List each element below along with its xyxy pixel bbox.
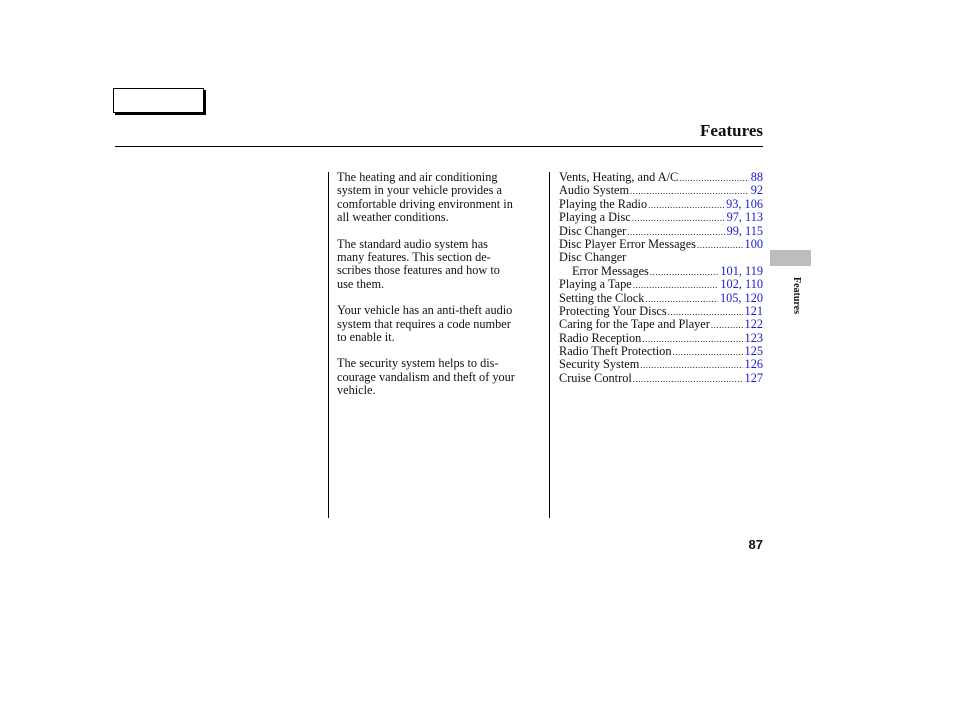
table-of-contents: [559, 171, 763, 385]
intro-text: [337, 171, 542, 411]
intro-line: The heating and air conditioning: [337, 170, 498, 184]
toc-entry[interactable]: [559, 198, 763, 211]
toc-entry[interactable]: [559, 305, 763, 318]
intro-line: courage vandalism and theft of your: [337, 369, 515, 384]
toc-entry[interactable]: [559, 171, 763, 184]
toc-page-link[interactable]: 102, 110: [720, 277, 763, 292]
toc-entry-label: Disc Changer: [559, 223, 627, 238]
toc-page-link[interactable]: 92: [750, 183, 763, 198]
page-title: Features: [700, 121, 763, 140]
toc-leader-dots: [640, 359, 742, 372]
toc-entry-label: Playing a Disc: [559, 210, 631, 225]
toc-leader-dots: [711, 319, 743, 332]
toc-page-link[interactable]: 101, 119: [720, 263, 763, 278]
intro-line: The security system helps to dis-: [337, 356, 499, 371]
toc-entry-label: Disc Player Error Messages: [559, 236, 696, 251]
intro-line: use them.: [337, 276, 385, 291]
toc-entry[interactable]: [559, 292, 763, 305]
toc-entry[interactable]: [559, 332, 763, 345]
intro-line: Your vehicle has an anti-theft audio: [337, 303, 513, 318]
middle-column-divider: [549, 172, 550, 518]
toc-entry[interactable]: [559, 265, 763, 278]
toc-page-link[interactable]: 97, 113: [726, 210, 763, 225]
page-number: 87: [748, 537, 763, 552]
toc-entry-label: Error Messages: [572, 263, 649, 278]
toc-leader-dots: [679, 172, 749, 185]
intro-line: to enable it.: [337, 330, 395, 345]
toc-leader-dots: [650, 266, 719, 279]
toc-page-link[interactable]: 88: [750, 170, 763, 184]
nav-box: [113, 88, 204, 113]
toc-page-link[interactable]: 126: [744, 357, 763, 372]
toc-entry[interactable]: [559, 358, 763, 371]
toc-page-link[interactable]: 93, 106: [726, 196, 763, 211]
toc-page-link[interactable]: 123: [744, 330, 763, 345]
toc-entry[interactable]: [559, 318, 763, 331]
intro-paragraph: [337, 238, 542, 292]
intro-line: many features. This section de-: [337, 250, 491, 265]
toc-entry-label: Setting the Clock: [559, 290, 645, 305]
left-column-divider: [328, 172, 329, 518]
toc-leader-dots: [632, 212, 725, 225]
intro-line: scribes those features and how to: [337, 263, 500, 278]
toc-leader-dots: [672, 346, 742, 359]
toc-entry-label: Radio Theft Protection: [559, 344, 672, 359]
toc-page-link[interactable]: 105, 120: [719, 290, 763, 305]
section-tab[interactable]: [770, 250, 811, 266]
toc-entry-label: Protecting Your Discs: [559, 303, 667, 318]
toc-entry[interactable]: [559, 278, 763, 291]
toc-entry-label: Radio Reception: [559, 330, 642, 345]
intro-line: all weather conditions.: [337, 210, 449, 225]
intro-paragraph: [337, 304, 542, 344]
section-tab-label: Features: [791, 276, 803, 315]
toc-entry-label: Cruise Control: [559, 370, 632, 385]
header-rule: [115, 146, 763, 147]
toc-entry[interactable]: [559, 211, 763, 224]
toc-page-link[interactable]: 122: [744, 317, 763, 332]
toc-entry[interactable]: [559, 225, 763, 238]
toc-page-link[interactable]: 99, 115: [726, 223, 763, 238]
toc-leader-dots: [697, 239, 743, 252]
toc-leader-dots: [633, 373, 743, 386]
toc-entry: [559, 251, 763, 264]
toc-entry[interactable]: [559, 345, 763, 358]
intro-line: system in your vehicle provides a: [337, 183, 502, 198]
toc-entry[interactable]: [559, 238, 763, 251]
toc-leader-dots: [648, 199, 724, 212]
toc-entry[interactable]: [559, 372, 763, 385]
toc-page-link[interactable]: 125: [744, 344, 763, 359]
toc-entry-label: Security System: [559, 357, 640, 372]
toc-entry-label: Playing the Radio: [559, 196, 648, 211]
toc-entry-label: Disc Changer: [559, 250, 627, 265]
toc-entry-label: Playing a Tape: [559, 277, 632, 292]
intro-line: The standard audio system has: [337, 236, 488, 251]
toc-entry[interactable]: [559, 184, 763, 197]
intro-line: comfortable driving environment in: [337, 196, 513, 211]
toc-page-link[interactable]: 121: [744, 303, 763, 318]
intro-paragraph: [337, 357, 542, 397]
toc-entry-label: Vents, Heating, and A/C: [559, 170, 679, 184]
intro-line: vehicle.: [337, 383, 376, 398]
toc-entry-label: Audio System: [559, 183, 630, 198]
toc-page-link[interactable]: 100: [744, 236, 763, 251]
intro-line: system that requires a code number: [337, 316, 511, 331]
toc-entry-label: Caring for the Tape and Player: [559, 317, 710, 332]
toc-leader-dots: [633, 279, 719, 292]
intro-paragraph: [337, 171, 542, 225]
toc-page-link[interactable]: 127: [744, 370, 763, 385]
